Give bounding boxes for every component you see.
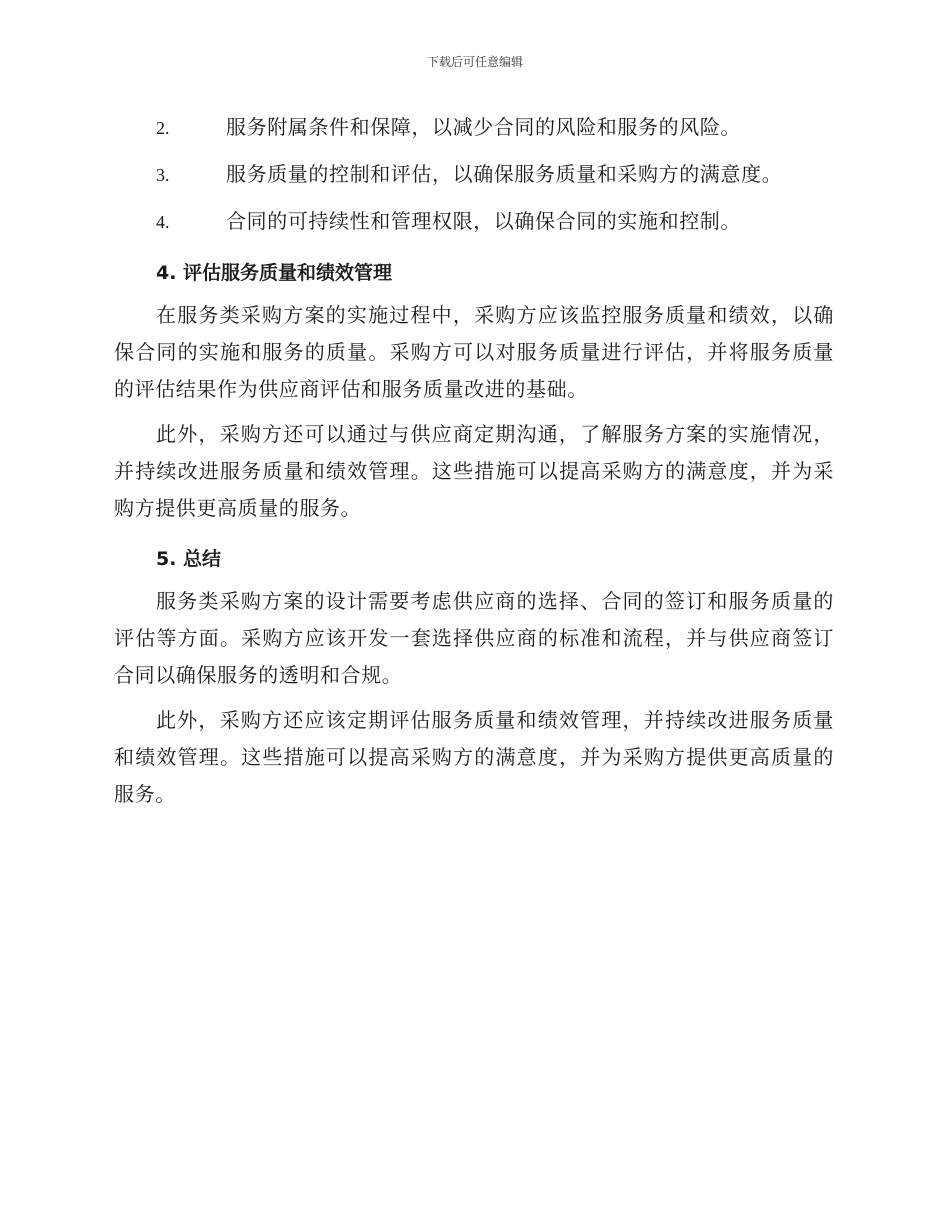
list-text: 合同的可持续性和管理权限，以确保合同的实施和控制。	[226, 209, 741, 233]
list-item	[114, 204, 834, 251]
list-text: 服务附属条件和保障，以减少合同的风险和服务的风险。	[226, 115, 741, 139]
list-item	[114, 157, 834, 204]
document-body	[114, 110, 834, 821]
list-text: 服务质量的控制和评估，以确保服务质量和采购方的满意度。	[226, 162, 783, 186]
section-4-paragraph-2: 此外，采购方还可以通过与供应商定期沟通，了解服务方案的实施情况，并持续改进服务质量和绩效管理。这些措施可以提高采购方的满意度，并为采购方提供更高质量的服务。	[114, 422, 834, 520]
section-5-paragraph-2: 此外，采购方还应该定期评估服务质量和绩效管理，并持续改进服务质量和绩效管理。这些措施可以提高采购方的满意度，并为采购方提供更高质量的服务。	[114, 708, 834, 806]
section-heading-4: 4. 评估服务质量和绩效管理	[156, 262, 393, 284]
section-4-paragraph-1: 在服务类采购方案的实施过程中，采购方应该监控服务质量和绩效，以确保合同的实施和服务的质量。采购方可以对服务质量进行评估，并将服务质量的评估结果作为供应商评估和服务质量改进的基础。	[114, 303, 834, 401]
section-5-paragraph-1: 服务类采购方案的设计需要考虑供应商的选择、合同的签订和服务质量的评估等方面。采购方应该开发一套选择供应商的标准和流程，并与供应商签订合同以确保服务的透明和合规。	[114, 589, 834, 687]
list-number: 4.	[156, 212, 170, 232]
list-item	[114, 110, 834, 157]
page-header: 下载后可任意编辑	[426, 55, 523, 69]
list-number: 3.	[156, 165, 170, 185]
section-heading-5: 5. 总结	[156, 548, 222, 570]
list-number: 2.	[156, 118, 170, 138]
